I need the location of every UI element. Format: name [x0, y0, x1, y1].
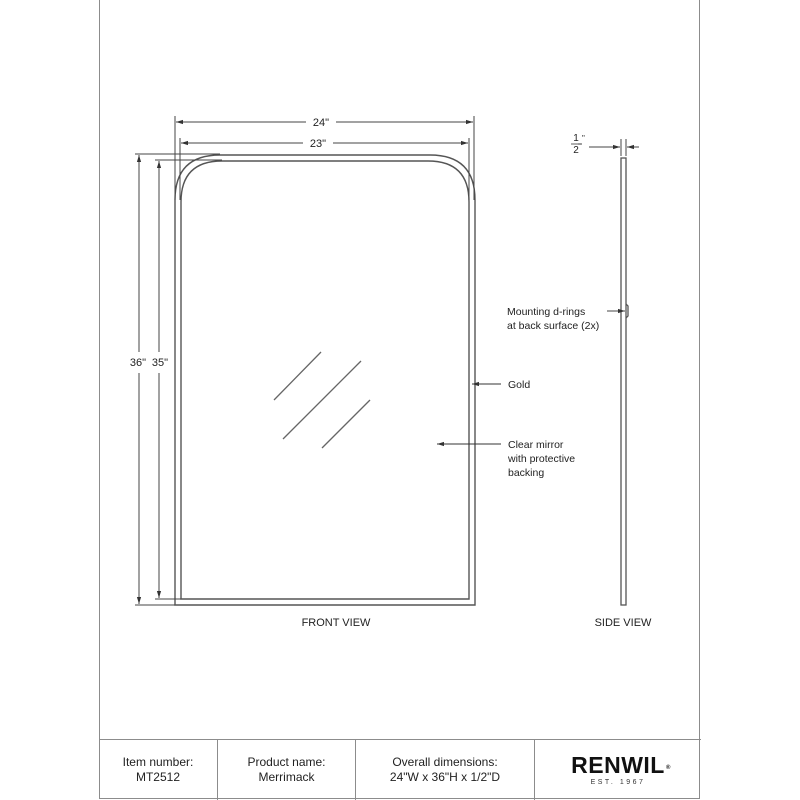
side-view-label: SIDE VIEW: [594, 617, 652, 629]
mirror-callout-line2: with protective: [508, 453, 576, 465]
depth-denominator: 2: [573, 145, 579, 156]
inner-height-label: 35": [151, 357, 169, 369]
mirror-front-view: [175, 155, 475, 605]
depth-unit: ": [582, 134, 585, 143]
dimensions-label: Overall dimensions:: [392, 755, 498, 769]
title-block: [99, 739, 701, 800]
mirror-glass-reflection-icon: [274, 352, 370, 448]
product-name-value: Merrimack: [258, 770, 315, 784]
mirror-callout-line1: Clear mirror: [508, 439, 564, 451]
mirror-side-view: [621, 158, 628, 605]
drings-callout-line2: at back surface (2x): [507, 320, 600, 332]
registered-mark-icon: ®: [665, 764, 671, 771]
drings-callout-line1: Mounting d-rings: [507, 306, 586, 318]
outer-width-label: 24": [312, 117, 330, 129]
dimensions-value: 24"W x 36"H x 1/2"D: [389, 770, 501, 784]
outer-height-label: 36": [129, 357, 147, 369]
item-number-value: MT2512: [135, 770, 181, 784]
brand-name: RENWIL: [571, 751, 665, 778]
depth-numerator: 1: [573, 133, 579, 144]
product-name-cell: [218, 740, 356, 800]
inner-width-label: 23": [309, 138, 327, 150]
brand-logo: [571, 751, 671, 778]
front-view-label: FRONT VIEW: [301, 617, 371, 629]
dimensions-cell: [356, 740, 535, 800]
gold-frame-callout: Gold: [508, 379, 531, 391]
brand-logo-cell: [535, 740, 701, 800]
outer-frame-outline: [175, 155, 475, 605]
mirror-callout-line3: backing: [508, 467, 545, 479]
depth-dimension-lines: [578, 139, 639, 311]
item-number-cell: [99, 740, 218, 800]
brand-tagline: EST. 1967: [590, 778, 646, 786]
item-number-label: Item number:: [122, 755, 194, 769]
inner-frame-outline: [181, 161, 469, 599]
height-dimension-lines: [135, 154, 222, 605]
side-profile-outline: [621, 158, 626, 605]
product-name-label: Product name:: [247, 755, 326, 769]
